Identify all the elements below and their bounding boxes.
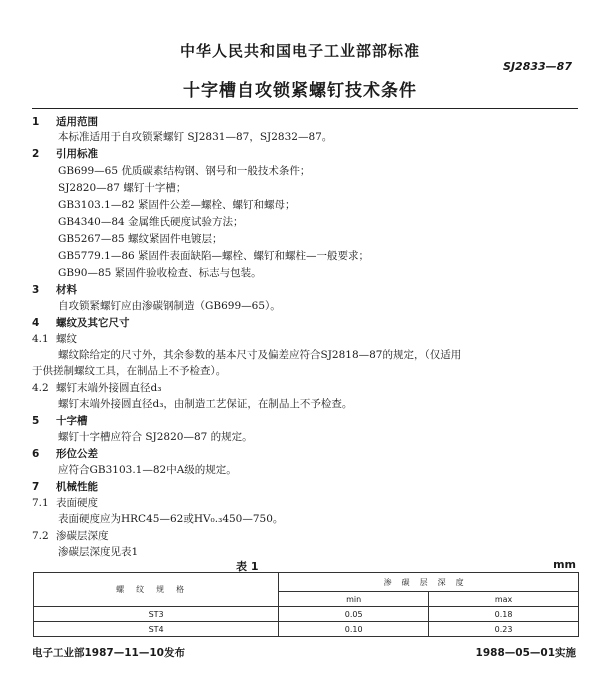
section-7-1-text: 表面硬度应为HRC45—62或HV₀.₃450—750。 [58,513,284,525]
header-divider [32,108,578,109]
section-1-text: 本标准适用于自攻锁紧螺钉 SJ2831—87，SJ2832—87。 [58,131,333,143]
reference-item: GB699—65 优质碳素结构钢、钢号和一般技术条件； [58,165,311,177]
table-caption: 表 1 [236,560,259,573]
section-3-text: 自攻锁紧螺钉应由渗碳钢制造（GB699—65）。 [58,300,281,312]
section-6-text: 应符合GB3103.1—82中A级的规定。 [58,464,237,476]
column-header-min: min [279,592,429,607]
reference-item: GB3103.1—82 紧固件公差—螺栓、螺钉和螺母； [58,199,296,211]
standard-number: SJ2833—87 [503,60,572,73]
section-4-1-heading: 4.1 螺纹 [32,333,77,345]
section-5-heading: 5 十字槽 [32,415,88,427]
section-4-2-heading: 4.2 螺钉末端外接圆直径d₃ [32,382,162,394]
effective-date: 1988—05—01实施 [475,647,576,659]
issue-date: 电子工业部1987—11—10发布 [32,647,185,659]
section-5-text: 螺钉十字槽应符合 SJ2820—87 的规定。 [58,431,253,443]
cell-min: 0.10 [279,622,429,637]
section-1-heading: 1 适用范围 [32,116,98,128]
section-7-2-text: 渗碳层深度见表1 [58,546,139,558]
section-3-heading: 3 材料 [32,284,77,296]
cell-spec: ST3 [34,607,279,622]
column-header-spec: 螺纹规格 [34,573,279,607]
table-row [34,622,579,637]
table-row [34,607,579,622]
section-6-heading: 6 形位公差 [32,448,98,460]
cell-spec: ST4 [34,622,279,637]
reference-item: GB4340—84 金属维氏硬度试验方法； [58,216,244,228]
reference-item: GB90—85 紧固件验收检查、标志与包装。 [58,267,262,279]
section-4-1-text-line1: 螺纹除给定的尺寸外，其余参数的基本尺寸及偏差应符合SJ2818—87的规定，（仅适用 [58,349,462,361]
reference-item: GB5267—85 螺纹紧固件电镀层； [58,233,223,245]
issuing-authority: 中华人民共和国电子工业部部标准 [179,42,420,60]
reference-item: SJ2820—87 螺钉十字槽； [58,182,187,194]
document-title: 十字槽自攻锁紧螺钉技术条件 [183,81,417,101]
section-7-2-heading: 7.2 渗碳层深度 [32,530,109,542]
section-2-heading: 2 引用标准 [32,148,98,160]
section-4-1-text-line2: 于供搓制螺纹工具，在制品上不予检查）。 [32,365,227,377]
column-header-depth: 渗碳层深度 [279,573,579,592]
table-unit: mm [553,558,576,571]
column-header-max: max [429,592,579,607]
section-7-heading: 7 机械性能 [32,481,98,493]
cell-max: 0.23 [429,622,579,637]
cell-min: 0.05 [279,607,429,622]
reference-item: GB5779.1—86 紧固件表面缺陷—螺栓、螺钉和螺柱—一般要求； [58,250,370,262]
section-7-1-heading: 7.1 表面硬度 [32,497,98,509]
carburized-depth-table [33,572,579,637]
cell-max: 0.18 [429,607,579,622]
section-4-2-text: 螺钉末端外接圆直径d₃，由制造工艺保证，在制品上不予检查。 [58,398,353,410]
section-4-heading: 4 螺纹及其它尺寸 [32,317,130,329]
